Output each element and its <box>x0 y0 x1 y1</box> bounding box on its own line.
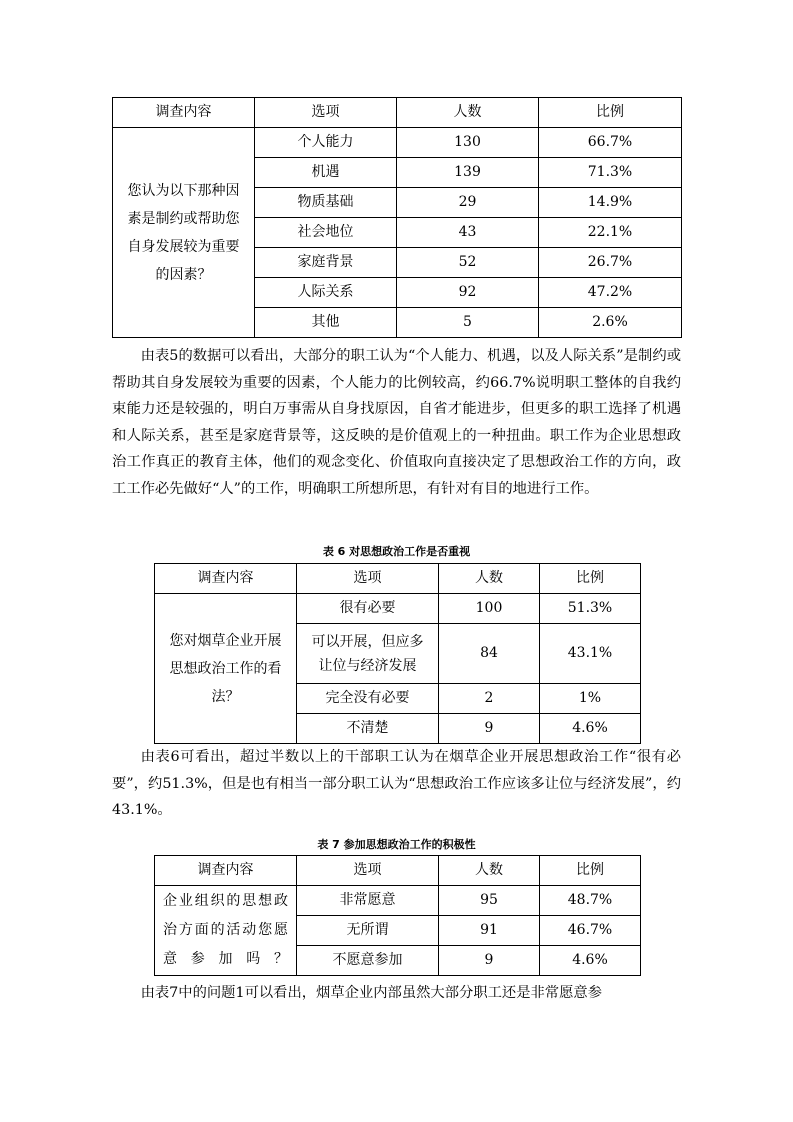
ratio-cell: 1% <box>540 684 641 714</box>
count-cell: 84 <box>439 624 540 684</box>
count-cell: 29 <box>397 188 539 218</box>
option-cell: 非常愿意 <box>297 886 439 916</box>
body-paragraph-2: 由表6可看出，超过半数以上的干部职工认为在烟草企业开展思想政治工作“很有必要”，约51.3%，但是也有相当一部分职工认为“思想政治工作应该多让位与经济发展”，约43.1%。 <box>112 749 681 818</box>
body-paragraph-1: 由表5的数据可以看出，大部分的职工认为“个人能力、机遇，以及人际关系”是制约或帮助其自身发展较为重要的因素，个人能力的比例较高，约66.7%说明职工整体的自我约束能力还是较强的，明白万事需从自身找原因，自省才能进步，但更多的职工选择了机遇和人际关系，甚至是家庭背景等，这反映的是价值观上的一种扭曲。职工作为企业思想政治工作真正的教育主体，他们的观念变化、价值取向直接决定了思想政治工作的方向，政工工作必先做好“人”的工作，明确职工所想所思，有针对有目的地进行工作。 <box>112 348 681 497</box>
body-paragraph-3: 由表7中的问题1可以看出，烟草企业内部虽然大部分职工还是非常愿意参 <box>140 985 602 1001</box>
option-cell: 物质基础 <box>255 188 397 218</box>
count-cell: 139 <box>397 158 539 188</box>
ratio-cell: 4.6% <box>540 946 641 976</box>
table-header-row <box>113 98 682 128</box>
table-7 <box>154 855 641 976</box>
count-cell: 9 <box>439 946 540 976</box>
header-option: 选项 <box>297 856 439 886</box>
option-cell: 不愿意参加 <box>297 946 439 976</box>
ratio-cell: 71.3% <box>539 158 682 188</box>
count-cell: 92 <box>397 278 539 308</box>
table-6-caption: 表 6 对思想政治工作是否重视 <box>322 545 471 558</box>
table-row <box>155 886 641 916</box>
header-ratio: 比例 <box>540 564 641 594</box>
count-cell: 2 <box>439 684 540 714</box>
table-row <box>155 594 641 624</box>
header-ratio: 比例 <box>539 98 682 128</box>
header-survey-content: 调查内容 <box>155 564 297 594</box>
count-cell: 95 <box>439 886 540 916</box>
count-cell: 91 <box>439 916 540 946</box>
ratio-cell: 43.1% <box>540 624 641 684</box>
count-cell: 100 <box>439 594 540 624</box>
table-5 <box>112 97 682 338</box>
option-cell: 家庭背景 <box>255 248 397 278</box>
table-6 <box>154 563 641 744</box>
option-cell: 个人能力 <box>255 128 397 158</box>
table-header-row <box>155 564 641 594</box>
header-survey-content: 调查内容 <box>155 856 297 886</box>
ratio-cell: 46.7% <box>540 916 641 946</box>
count-cell: 5 <box>397 308 539 338</box>
header-survey-content: 调查内容 <box>113 98 255 128</box>
option-cell: 机遇 <box>255 158 397 188</box>
count-cell: 52 <box>397 248 539 278</box>
survey-question: 您认为以下那种因素是制约或帮助您自身发展较为重要的因素？ <box>113 128 255 338</box>
ratio-cell: 51.3% <box>540 594 641 624</box>
survey-question: 企业组织的思想政治方面的活动您愿意参加吗？ <box>155 886 297 976</box>
ratio-cell: 66.7% <box>539 128 682 158</box>
option-cell: 社会地位 <box>255 218 397 248</box>
option-cell: 无所谓 <box>297 916 439 946</box>
ratio-cell: 4.6% <box>540 714 641 744</box>
table-7-caption: 表 7 参加思想政治工作的积极性 <box>317 838 476 851</box>
count-cell: 130 <box>397 128 539 158</box>
table-header-row <box>155 856 641 886</box>
count-cell: 9 <box>439 714 540 744</box>
count-cell: 43 <box>397 218 539 248</box>
option-cell: 不清楚 <box>297 714 439 744</box>
table-row <box>113 128 682 158</box>
header-option: 选项 <box>255 98 397 128</box>
option-cell: 人际关系 <box>255 278 397 308</box>
ratio-cell: 14.9% <box>539 188 682 218</box>
ratio-cell: 26.7% <box>539 248 682 278</box>
ratio-cell: 48.7% <box>540 886 641 916</box>
header-count: 人数 <box>439 856 540 886</box>
ratio-cell: 22.1% <box>539 218 682 248</box>
option-cell: 其他 <box>255 308 397 338</box>
header-count: 人数 <box>397 98 539 128</box>
header-option: 选项 <box>297 564 439 594</box>
header-ratio: 比例 <box>540 856 641 886</box>
survey-question: 您对烟草企业开展思想政治工作的看法？ <box>155 594 297 744</box>
option-cell: 很有必要 <box>297 594 439 624</box>
option-cell: 完全没有必要 <box>297 684 439 714</box>
ratio-cell: 2.6% <box>539 308 682 338</box>
ratio-cell: 47.2% <box>539 278 682 308</box>
header-count: 人数 <box>439 564 540 594</box>
option-cell: 可以开展，但应多让位与经济发展 <box>297 624 439 684</box>
